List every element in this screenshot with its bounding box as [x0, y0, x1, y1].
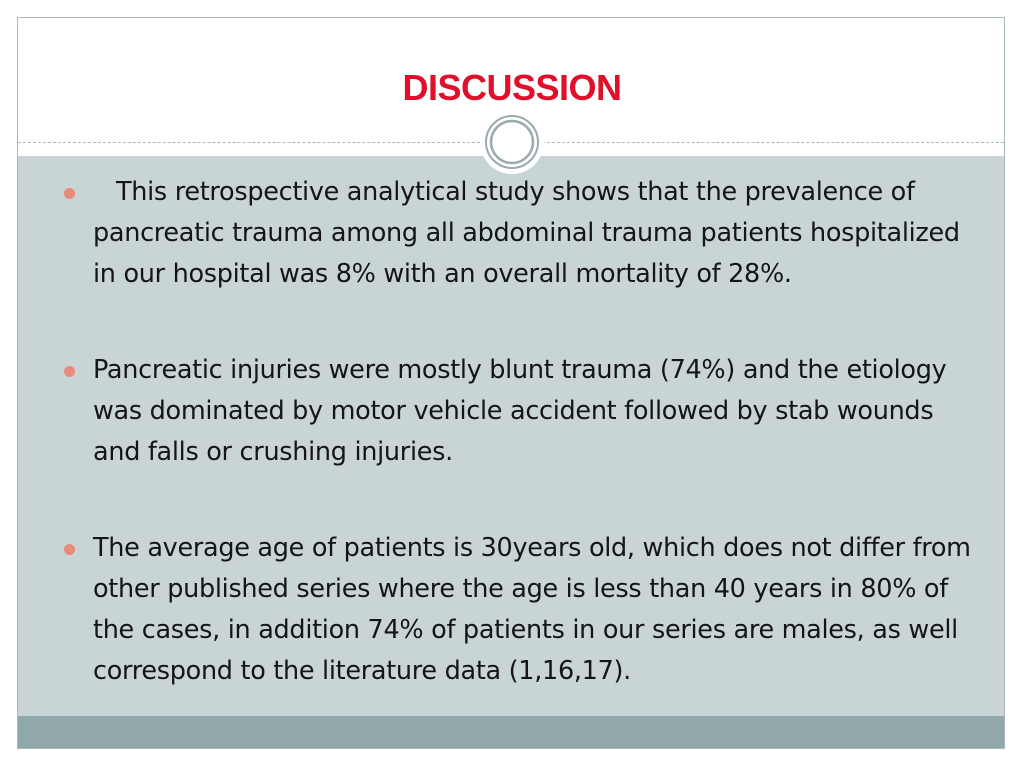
dot-bullet-icon	[64, 188, 75, 199]
bullet-item	[58, 528, 978, 692]
dot-bullet-icon	[64, 366, 75, 377]
dot-bullet-icon	[64, 544, 75, 555]
slide-title: DISCUSSION	[402, 67, 622, 108]
bullet-text: Pancreatic injuries were mostly blunt trauma (74%) and the etiology was dominated by motor vehicle accident followed by stab wounds and falls or crushing injuries.	[93, 355, 947, 467]
bullet-item	[58, 172, 978, 295]
bullet-text: The average age of patients is 30years old, which does not differ from other published series where the age is less than 40 years in 80% of the cases, in addition 74% of patients in our series are males, as well correspond to the literature data (1,16,17).	[93, 533, 971, 686]
bullet-text: This retrospective analytical study shows that the prevalence of pancreatic trauma among all abdominal trauma patients hospitalized in our hospital was 8% with an overall mortality of 28%.	[93, 177, 960, 289]
bullet-item	[58, 350, 978, 473]
double-ring-icon	[479, 109, 545, 175]
bullet-list	[58, 172, 978, 692]
